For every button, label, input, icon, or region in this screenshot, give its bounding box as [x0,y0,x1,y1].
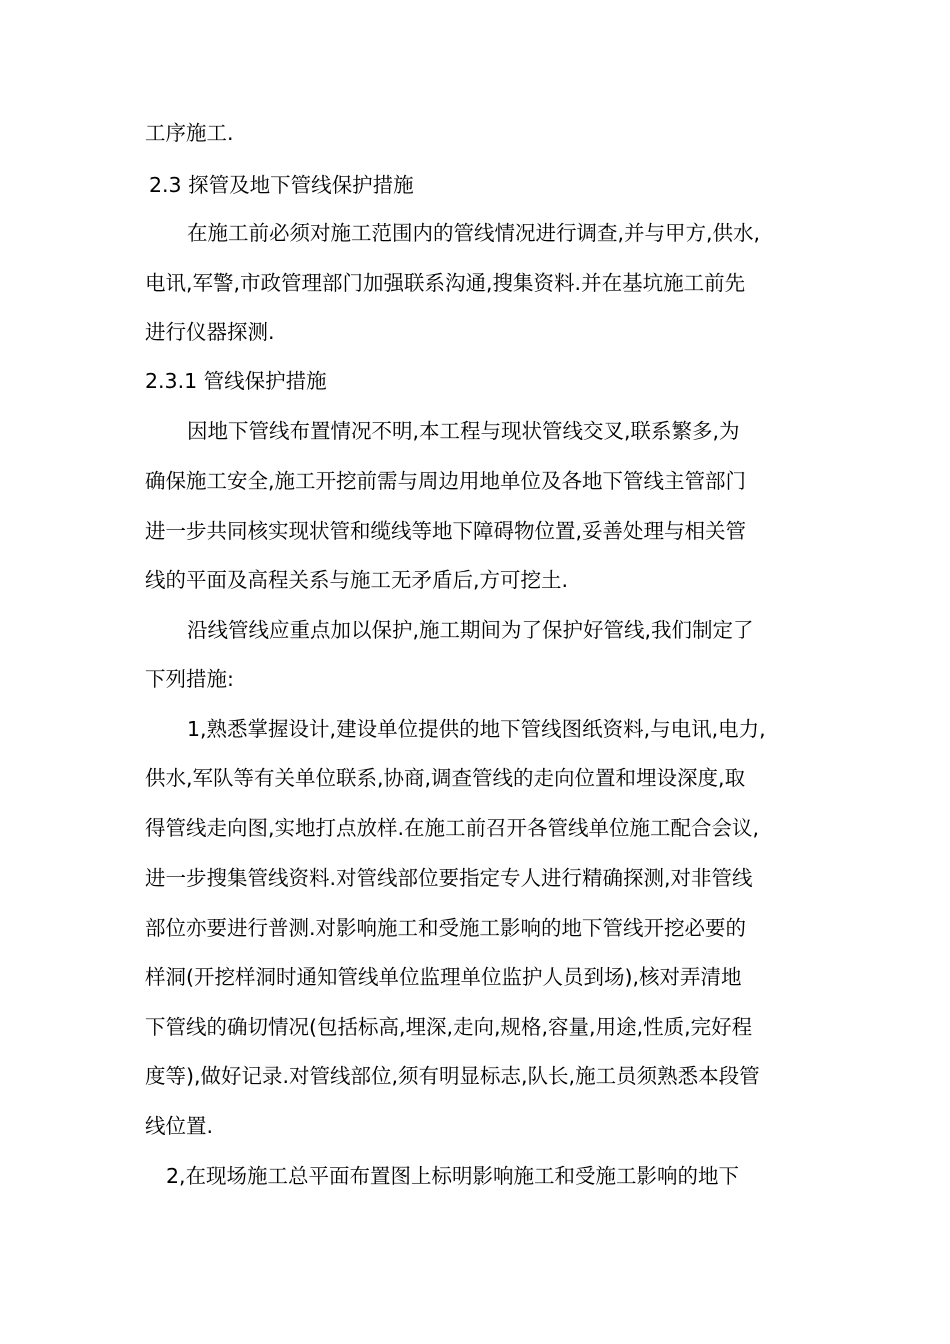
paragraph-2-line-1: 因地下管线布置情况不明,本工程与现状管线交叉,联系繁多,为 [187,419,740,443]
paragraph-2-line-2: 确保施工安全,施工开挖前需与周边用地单位及各地下管线主管部门 [145,469,747,493]
paragraph-1-line-1: 在施工前必须对施工范围内的管线情况进行调查,并与甲方,供水, [187,221,761,245]
list-item-1-line-6: 样洞(开挖样洞时通知管线单位监理单位监护人员到场),核对弄清地 [145,965,742,989]
paragraph-1-line-2: 电讯,军警,市政管理部门加强联系沟通,搜集资料.并在基坑施工前先 [145,271,746,295]
section-heading-2-3: 2.3 探管及地下管线保护措施 [149,173,414,197]
paragraph-1-line-3: 进行仪器探测. [145,320,275,344]
paragraph-2-line-3: 进一步共同核实现状管和缆线等地下障碍物位置,妥善处理与相关管 [145,519,747,543]
section-heading-2-3-1: 2.3.1 管线保护措施 [145,369,327,393]
list-item-1-line-3: 得管线走向图,实地打点放样.在施工前召开各管线单位施工配合会议, [145,816,760,840]
list-item-2-line-1: 2,在现场施工总平面布置图上标明影响施工和受施工影响的地下 [166,1164,740,1188]
text-line-1: 工序施工. [145,121,234,145]
list-item-1-line-4: 进一步搜集管线资料.对管线部位要指定专人进行精确探测,对非管线 [145,866,753,890]
list-item-1-line-7: 下管线的确切情况(包括标高,埋深,走向,规格,容量,用途,性质,完好程 [145,1015,753,1039]
list-item-1-line-9: 线位置. [145,1114,214,1138]
paragraph-2-line-4: 线的平面及高程关系与施工无矛盾后,方可挖土. [145,568,569,592]
paragraph-3-line-2: 下列措施: [145,667,234,691]
list-item-1-line-1: 1,熟悉掌握设计,建设单位提供的地下管线图纸资料,与电讯,电力, [187,717,766,741]
list-item-1-line-8: 度等),做好记录.对管线部位,须有明显标志,队长,施工员须熟悉本段管 [145,1064,760,1088]
list-item-1-line-2: 供水,军队等有关单位联系,协商,调查管线的走向位置和埋设深度,取 [145,766,746,790]
paragraph-3-line-1: 沿线管线应重点加以保护,施工期间为了保护好管线,我们制定了 [187,618,754,642]
list-item-1-line-5: 部位亦要进行普测.对影响施工和受施工影响的地下管线开挖必要的 [145,916,747,940]
